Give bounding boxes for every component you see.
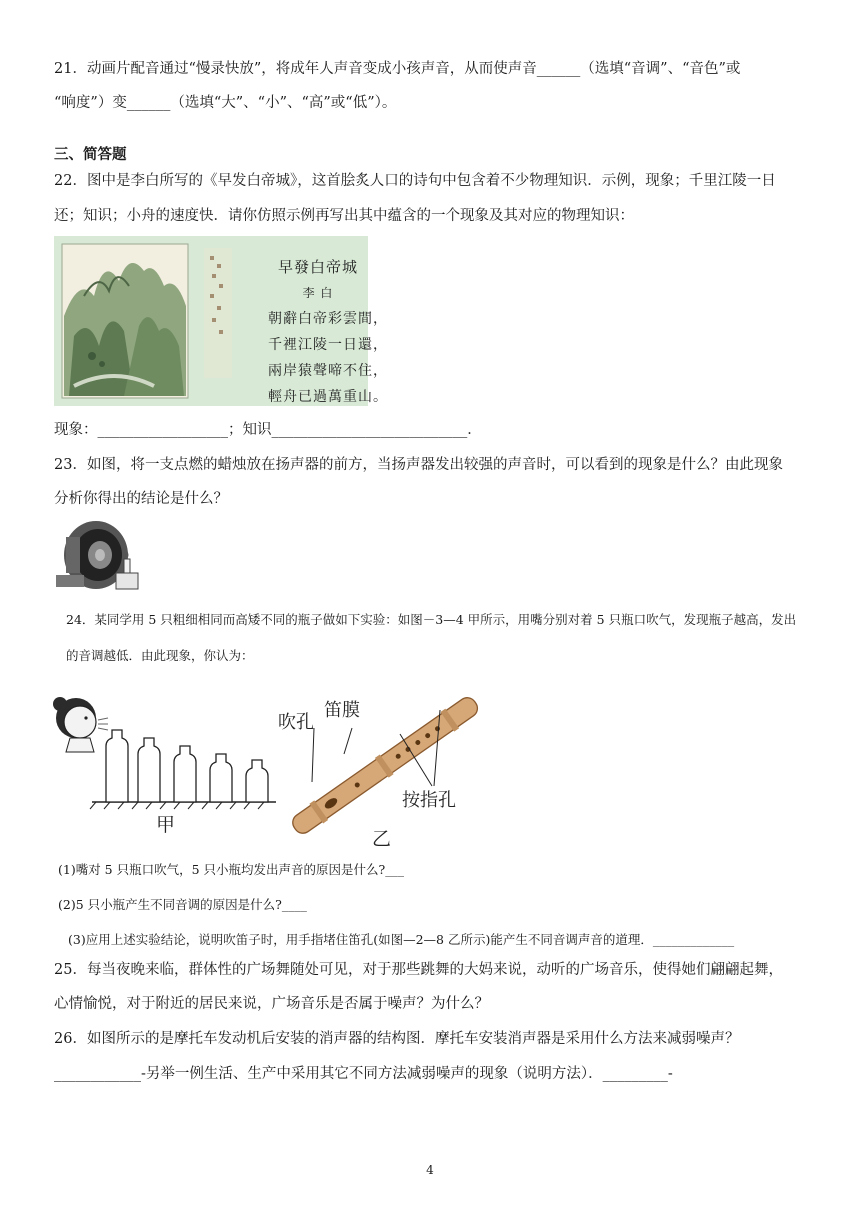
q24-sub1: (1)嘴对 5 只瓶口吹气，5 只小瓶均发出声音的原因是什么?___: [58, 862, 404, 877]
label-blow-hole: 吹孔: [278, 712, 314, 733]
q22-line1: 22．图中是李白所写的《早发白帝城》，这首脍炙人口的诗句中包含着不少物理知识．示例，现象；千里江陵一日: [54, 173, 776, 189]
q25-line1: 25．每当夜晚来临，群体性的广场舞随处可见，对于那些跳舞的大妈来说，动听的广场音乐，使得她们翩翩起舞，: [54, 962, 783, 978]
bottles-and-flute-figure: [50, 682, 480, 854]
q25-line2: 心情愉悦，对于附近的居民来说，广场音乐是否属于噪声？为什么？: [54, 996, 489, 1012]
q21-line2: “响度”）变______（选填“大”、“小”、“高”或“低”）。: [54, 95, 397, 111]
q22-line2: 还；知识；小舟的速度快．请你仿照示例再写出其中蕴含的一个现象及其对应的物理知识：: [54, 208, 634, 224]
poem-line: 輕舟已過萬重山。: [268, 389, 388, 405]
poem-line: 朝辭白帝彩雲間，: [268, 311, 388, 327]
poem-line: 千裡江陵一日還，: [268, 337, 388, 353]
poem-author: 李 白: [302, 286, 334, 300]
q23-line2: 分析你得出的结论是什么？: [54, 491, 228, 507]
q23-line1: 23．如图，将一支点燃的蜡烛放在扬声器的前方，当扬声器发出较强的声音时，可以看到的现象是什么？由此现象: [54, 457, 783, 473]
q26-line1: 26．如图所示的是摩托车发动机后安装的消声器的结构图．摩托车安装消声器是采用什么方法来减弱噪声？: [54, 1031, 740, 1047]
page-number: 4: [426, 1163, 434, 1177]
label-figure-jia: 甲: [156, 814, 176, 836]
label-finger-holes: 按指孔: [402, 790, 456, 811]
q24-sub2: (2)5 只小瓶产生不同音调的原因是什么?____: [58, 897, 307, 912]
q24-sub3: (3)应用上述实验结论，说明吹笛子时，用手指堵住笛孔(如图—2—8 乙所示)能产生不同音调声音的道理．_____________: [68, 932, 735, 947]
poem-painting-figure: [54, 236, 388, 406]
q24-line1: 24．某同学用 5 只粗细相同而高矮不同的瓶子做如下实验：如图－3—4 甲所示，用嘴分别对着 5 只瓶口吹气，发现瓶子越高，发出: [66, 612, 797, 627]
section-heading: 三、简答题: [54, 146, 127, 163]
poem-text: [268, 254, 388, 410]
label-figure-yi: 乙: [372, 828, 392, 850]
label-flute-membrane: 笛膜: [324, 700, 360, 721]
q24-line2: 的音调越低．由此现象，你认为：: [66, 648, 254, 663]
q21-line1: 21．动画片配音通过“慢录快放”，将成年人声音变成小孩声音，从而使声音______（选填“音调”、“音色”或: [54, 61, 741, 77]
speaker-candle-figure: [54, 515, 144, 593]
q22-answer-line: 现象：__________________；知识___________________________．: [54, 422, 482, 438]
poem-title: 早發白帝城: [277, 258, 358, 276]
q26-line2: ____________-另举一例生活、生产中采用其它不同方法减弱噪声的现象（说明方法）．_________-: [54, 1066, 673, 1082]
poem-line: 兩岸猿聲啼不住，: [268, 363, 388, 379]
